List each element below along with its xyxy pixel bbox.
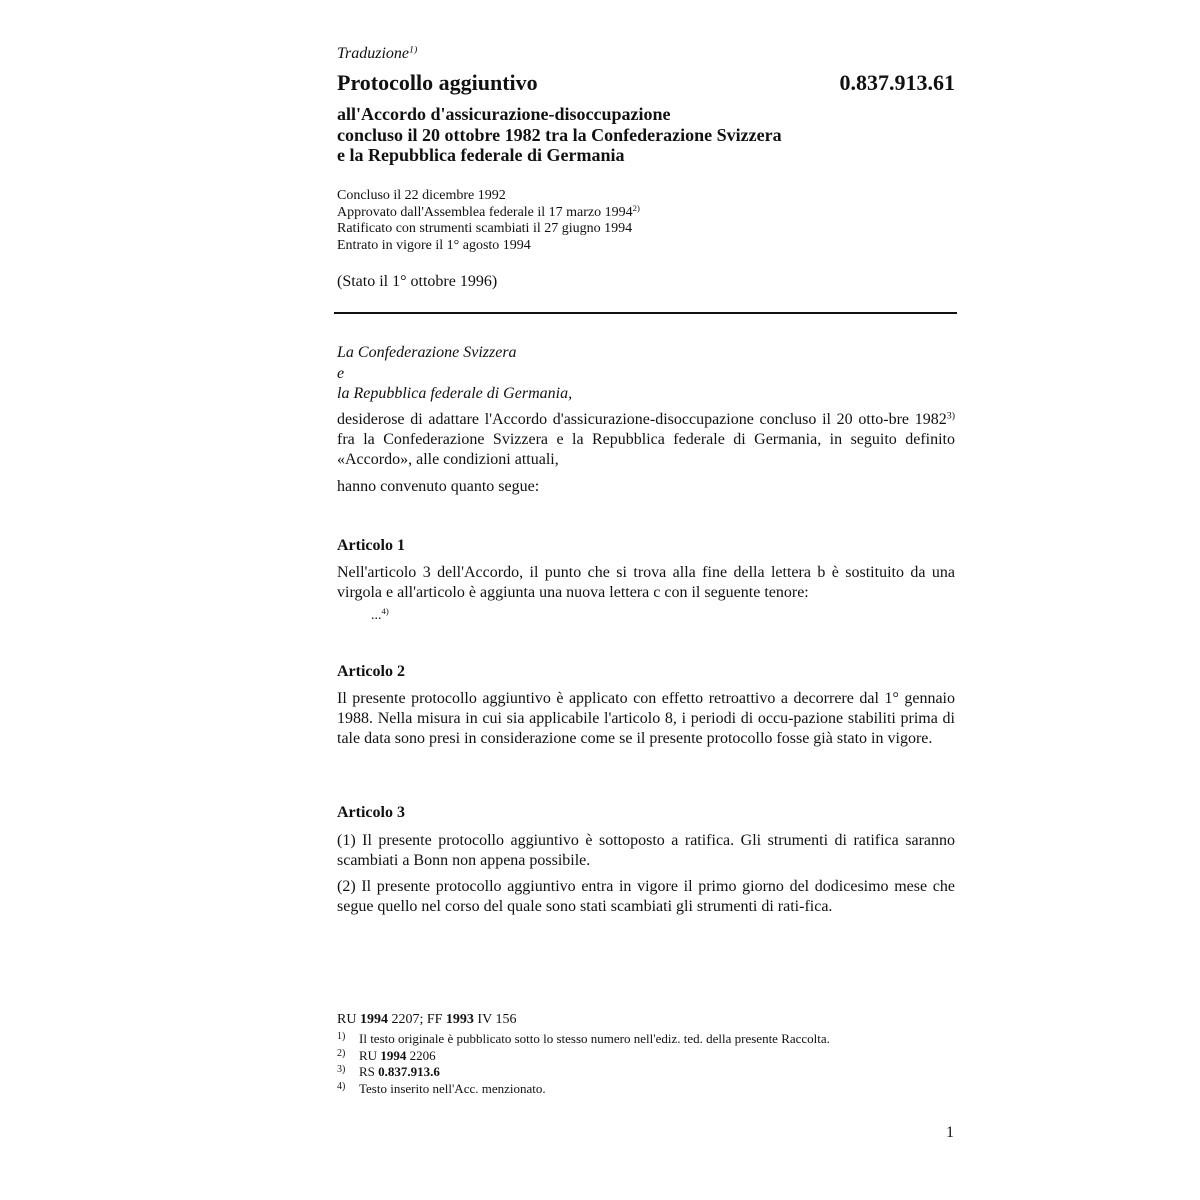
- footnote-ref-4: 4): [381, 606, 389, 617]
- footnote-item: [337, 1081, 830, 1098]
- article-3-heading: Articolo 3: [337, 804, 405, 821]
- contracting-parties: [337, 343, 572, 405]
- document-subtitle: [337, 104, 897, 166]
- article-1-text: Nell'articolo 3 dell'Accordo, il punto che si trova alla fine della lettera b è sostituito da una virgola e all'articolo è aggiunta una nuova lettera c con il seguente tenore:: [337, 564, 955, 601]
- document-number: 0.837.913.61: [839, 70, 955, 95]
- footnote-text: RS 0.837.913.6: [359, 1064, 440, 1079]
- header-divider: [334, 312, 957, 314]
- footnote-text: Il testo originale è pubblicato sotto lo stesso numero nell'ediz. ted. della presente Raccolta.: [359, 1031, 830, 1046]
- meta-ratified: Ratificato con strumenti scambiati il 27 giugno 1994: [337, 221, 633, 236]
- page-number: 1: [946, 1124, 954, 1141]
- footnote-ref-2: 2): [632, 202, 640, 213]
- preamble-agreed: hanno convenuto quanto segue:: [337, 478, 540, 495]
- subtitle-line: concluso il 20 ottobre 1982 tra la Confederazione Svizzera: [337, 124, 782, 145]
- footnote-number: 2): [337, 1047, 346, 1059]
- document-page: [337, 0, 957, 1200]
- title-row: [337, 70, 955, 96]
- party-switzerland: La Confederazione Svizzera: [337, 344, 517, 361]
- footnote-number: 1): [337, 1031, 346, 1042]
- meta-in-force: Entrato in vigore il 1° agosto 1994: [337, 237, 531, 253]
- footnotes: [337, 1031, 830, 1097]
- footnote-number: 4): [337, 1080, 346, 1092]
- footnote-text: RU 1994 2206: [359, 1047, 436, 1063]
- article-1-omission: ...$^{4)}$: [371, 606, 389, 623]
- article-1-heading: Articolo 1: [337, 537, 405, 554]
- subtitle-line: e la Repubblica federale di Germania: [337, 145, 625, 165]
- source-reference: RU 1994 2207; FF 1993 IV 156: [337, 1012, 517, 1027]
- footnote-item: [337, 1064, 830, 1081]
- footnote-item: [337, 1048, 830, 1065]
- footnote-item: [337, 1031, 830, 1048]
- meta-concluded: Concluso il 22 dicembre 1992: [337, 188, 506, 203]
- document-metadata: [337, 188, 640, 254]
- document-title: Protocollo aggiuntivo: [337, 70, 538, 95]
- party-germany: la Repubblica federale di Germania,: [337, 385, 573, 402]
- meta-approved: Approvato dall'Assemblea federale il 17 marzo 1994$^{2)}$: [337, 202, 640, 220]
- article-2-heading: Articolo 2: [337, 663, 405, 680]
- article-2-text: Il presente protocollo aggiuntivo è applicato con effetto retroattivo a decorrere dal 1° gennaio 1988. Nella misura in cui sia applicabile l'articolo 8, i periodi di occu-pazione stabiliti prima di tale data sono presi in considerazione come se il presente protocollo fosse già stato in vigore.: [337, 690, 955, 747]
- footnote-text: Testo inserito nell'Acc. menzionato.: [359, 1080, 546, 1096]
- footnote-ref-1: 1): [409, 44, 418, 56]
- party-conjunction: e: [337, 364, 345, 382]
- translation-label: Traduzione$^{1)}$: [337, 44, 418, 62]
- footnote-number: 3): [337, 1064, 346, 1075]
- article-3-paragraph-2: (2) Il presente protocollo aggiuntivo entra in vigore il primo giorno del dodicesimo mese che segue quello nel corso del quale sono stati scambiati gli strumenti di rati-fica.: [337, 878, 955, 915]
- subtitle-line: all'Accordo d'assicurazione-disoccupazione: [337, 104, 671, 124]
- article-3-paragraph-1: (1) Il presente protocollo aggiuntivo è sottoposto a ratifica. Gli strumenti di ratifica saranno scambiati a Bonn non appena possibile.: [337, 832, 955, 869]
- status-date: (Stato il 1° ottobre 1996): [337, 273, 498, 290]
- footnote-ref-3: 3): [946, 410, 955, 422]
- preamble-paragraph: desiderose di adattare l'Accordo d'assicurazione-disoccupazione concluso il 20 otto-bre 1982$^{3)}$ fra la Confederazione Svizzera e la Repubblica federale di Germania, in seguito definito «Accordo», alle condizioni attuali,: [337, 410, 955, 468]
